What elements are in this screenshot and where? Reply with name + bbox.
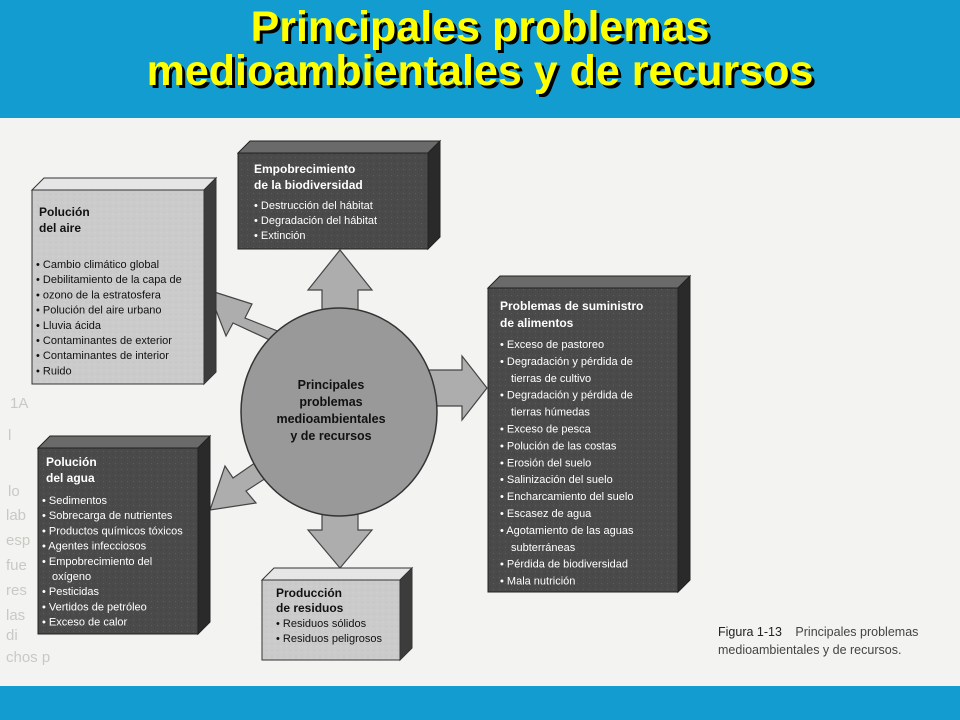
center-line-1: Principales	[297, 378, 365, 392]
water-list-item: • Empobrecimiento del	[42, 555, 153, 568]
water-title-2: del agua	[46, 471, 95, 485]
waste-title-1: Producción	[276, 586, 343, 600]
food-title-2: de alimentos	[500, 316, 574, 330]
air-list-item: • Ruido	[36, 365, 72, 378]
food-list-item: • Erosión del suelo	[500, 457, 592, 470]
svg-text:l: l	[8, 427, 12, 444]
air-list-item: • Cambio climático global	[36, 259, 160, 271]
food-list-item: • Exceso de pastoreo	[500, 339, 605, 351]
slide-title-line-1: Principales problemas	[250, 3, 710, 51]
food-list-item: • Degradación y pérdida de	[500, 355, 633, 368]
svg-text:Figura 1-13 Principale	[718, 625, 918, 639]
diagram-canvas	[0, 118, 960, 686]
slide-title	[0, 0, 960, 118]
food-list-item: • Mala nutrición	[500, 575, 576, 588]
center-node	[241, 308, 437, 516]
air-title-2: del aire	[39, 221, 82, 235]
caption-text-1: Principales problemas	[795, 625, 919, 639]
caption-label: Figura 1-13	[718, 625, 782, 639]
waste-title-2: de residuos	[276, 601, 344, 615]
food-list-item: • Agotamiento de las aguas	[500, 524, 634, 537]
water-list-item: • Exceso de calor	[42, 616, 128, 629]
box-food-supply	[488, 276, 690, 592]
air-list-item: • Contaminantes de exterior	[36, 335, 172, 347]
biodiversity-title-2: de la biodiversidad	[254, 178, 363, 192]
biodiversity-list-item: • Extinción	[254, 230, 306, 242]
biodiversity-title-1: Empobrecimiento	[254, 162, 356, 176]
svg-text:1A: 1A	[10, 395, 29, 412]
svg-text:esp: esp	[6, 532, 31, 549]
food-list-item: • Encharcamiento del suelo	[500, 491, 634, 504]
food-list-item: • Salinización del suelo	[500, 474, 613, 487]
food-title-1: Problemas de suministro	[500, 299, 644, 313]
svg-text:res: res	[6, 582, 27, 599]
box-air-pollution	[32, 178, 216, 384]
center-line-2: problemas	[299, 395, 363, 409]
water-list-item: • Agentes infecciosos	[42, 540, 147, 553]
diagram-figure	[0, 118, 960, 686]
box-biodiversity	[238, 141, 440, 249]
food-list-item: • Escasez de agua	[500, 508, 592, 520]
waste-list-item: • Residuos peligrosos	[276, 633, 382, 645]
svg-text:lo: lo	[8, 483, 20, 500]
svg-text:fue: fue	[6, 557, 27, 574]
food-list-item: tierras húmedas	[511, 406, 590, 419]
biodiversity-list-item: • Destrucción del hábitat	[254, 200, 373, 212]
caption-text-2: medioambientales y de recursos.	[718, 643, 902, 657]
air-list-item: • Lluvia ácida	[36, 319, 102, 332]
water-list-item: • Pesticidas	[42, 586, 100, 599]
svg-text:lab: lab	[6, 507, 27, 524]
box-waste-production	[262, 568, 412, 660]
food-list-item: subterráneas	[511, 541, 576, 554]
figure-caption	[718, 625, 918, 657]
air-title-1: Polución	[39, 205, 90, 219]
slide-title-line-2: medioambientales y de recursos	[146, 47, 814, 95]
food-list-item: • Pérdida de biodiversidad	[500, 558, 628, 571]
food-list-item: • Degradación y pérdida de	[500, 389, 633, 402]
waste-list-item: • Residuos sólidos	[276, 618, 367, 630]
water-list-item: • Sobrecarga de nutrientes	[42, 510, 173, 523]
food-list-item: tierras de cultivo	[511, 372, 592, 385]
water-list-item: • Sedimentos	[42, 495, 107, 507]
water-list-item: • Vertidos de petróleo	[42, 601, 147, 614]
center-line-3: medioambientales	[276, 412, 386, 426]
bottom-bar	[0, 686, 960, 720]
air-list-item: • Contaminantes de interior	[36, 350, 169, 363]
water-list-item: oxígeno	[52, 571, 92, 583]
food-list-item: • Exceso de pesca	[500, 423, 591, 436]
air-list-item: • Debilitamiento de la capa de	[36, 274, 182, 287]
water-list-item: • Productos químicos tóxicos	[42, 525, 183, 538]
svg-text:chos p: chos p	[6, 649, 51, 666]
center-line-4: y de recursos	[290, 429, 372, 443]
svg-text:di: di	[6, 627, 18, 644]
air-list-item: • ozono de la estratosfera	[36, 289, 161, 302]
food-list-item: • Polución de las costas	[500, 440, 617, 453]
air-list-item: • Polución del aire urbano	[36, 304, 162, 317]
water-title-1: Polución	[46, 455, 97, 469]
biodiversity-list-item: • Degradación del hábitat	[254, 215, 378, 227]
box-water-pollution	[38, 436, 210, 634]
svg-text:las: las	[6, 607, 26, 624]
